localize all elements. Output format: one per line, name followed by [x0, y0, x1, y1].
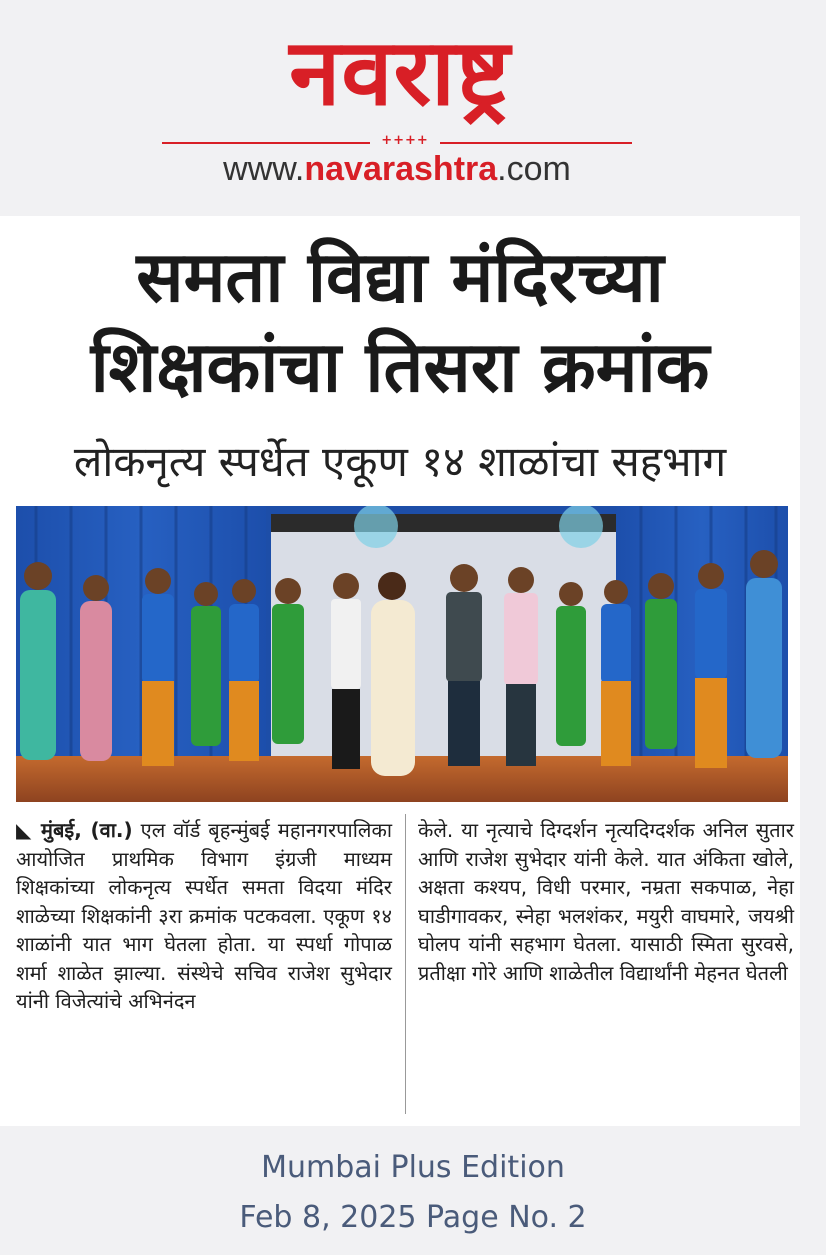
headline-line-1: समता विद्या मंदिरच्या: [136, 236, 664, 318]
url-name: navarashtra: [304, 150, 498, 188]
website-url: [162, 150, 632, 188]
newspaper-logo: नवराष्ट्र: [289, 19, 511, 126]
article-column-left: [16, 816, 392, 1016]
article-text-left: एल वॉर्ड बृहन्मुंबई महानगरपालिका आयोजित प्राथमिक विभाग इंग्रजी माध्यम शिक्षकांच्या लोकनृत्य स्पर्धेत समता विदया मंदिर शाळेच्या शिक्षकांनी ३रा क्रमांक पटकवला. एकूण १४ शाळांनी यात भाग घेतला होता. या स्पर्धा गोपाळ शर्मा शाळेत झाल्या. संस्थेचे सचिव राजेश सुभेदार यांनी विजेत्यांचे अभिनंदन: [16, 818, 393, 1013]
edition-caption: Mumbai Plus Edition: [261, 1150, 565, 1185]
article-text-right: केले. या नृत्याचे दिग्दर्शन नृत्यदिग्दर्शक अनिल सुतार आणि राजेश सुभेदार यांनी केले. यात अंकिता खोले, अक्षता कश्यप, विधी परमार, नम्रता सकपाळ, नेहा घाडीगावकर, स्नेहा भलशंकर, मयुरी वाघमारे, जयश्री घोलप यांनी सहभाग घेतला. यासाठी स्मिता सुरवसे, प्रतीक्षा गोरे आणि शाळेतील विद्यार्थांनी मेहनत घेतली: [418, 818, 794, 985]
headline-line-2: शिक्षकांचा तिसरा क्रमांक: [90, 326, 710, 408]
masthead: [0, 0, 826, 215]
masthead-ornament: ++++: [370, 131, 440, 151]
url-suffix: .com: [497, 150, 571, 188]
dateline-marker: ◣: [16, 818, 34, 842]
article-column-right: [418, 816, 794, 987]
article-photo: [16, 506, 788, 802]
news-clipping: [0, 216, 800, 1126]
url-prefix: www.: [223, 150, 305, 188]
dateline: मुंबई, (वा.): [41, 818, 133, 842]
subheadline: लोकनृत्य स्पर्धेत एकूण १४ शाळांचा सहभाग: [73, 437, 727, 486]
date-page-caption: Feb 8, 2025 Page No. 2: [239, 1200, 587, 1235]
column-divider: [405, 814, 406, 1114]
group-photo-image: [16, 506, 788, 802]
